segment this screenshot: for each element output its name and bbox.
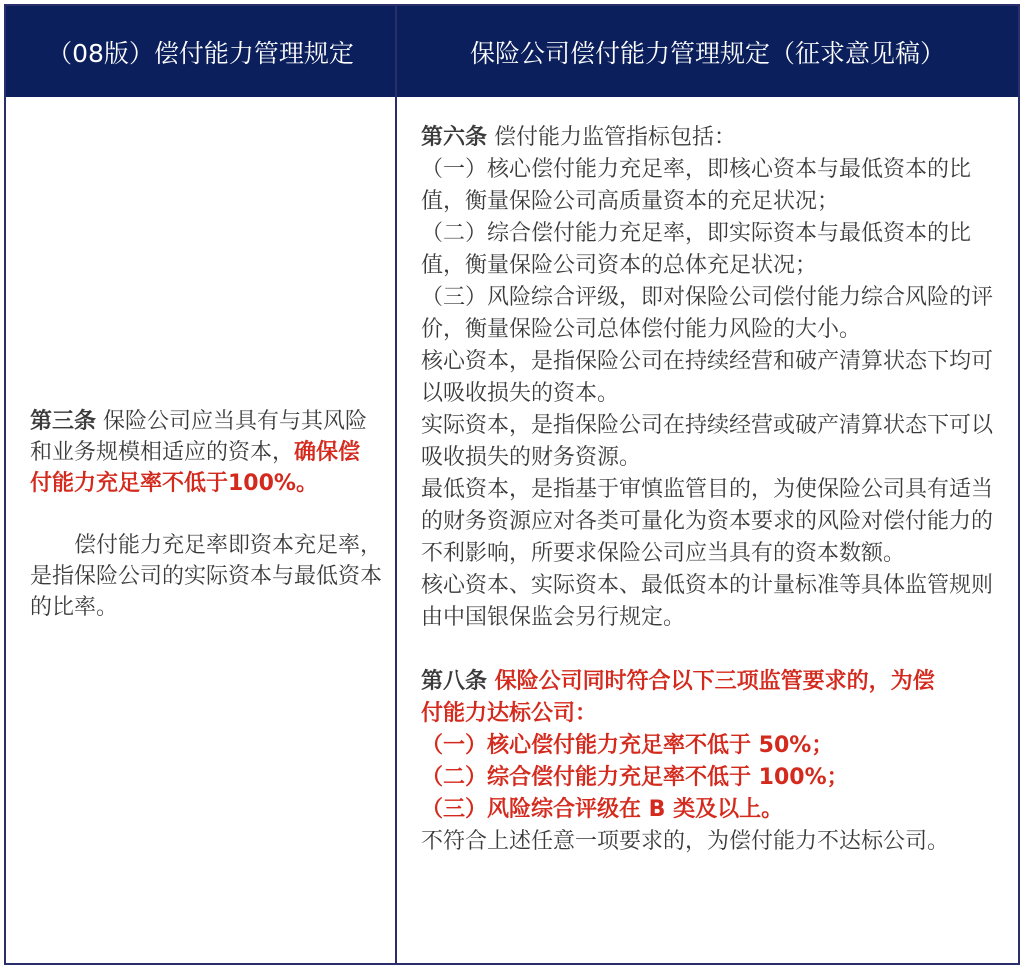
left-column-content <box>30 406 382 623</box>
header-left-title: （08版）偿付能力管理规定 <box>47 38 354 68</box>
article-8-label: 第八条 <box>421 669 488 694</box>
article-6-label: 第六条 <box>421 125 488 150</box>
article-8-item: （一）核心偿付能力充足率不低于 50%； <box>421 733 834 758</box>
article-6-intro <box>421 122 1013 154</box>
article-8-item: （三）风险综合评级在 B 类及以上。 <box>421 797 784 822</box>
article-6-item: （一）核心偿付能力充足率，即核心资本与最低资本的比值，衡量保险公司高质量资本的充足状况； <box>421 157 972 214</box>
solvency-definition: 偿付能力充足率即资本充足率，是指保险公司的实际资本与最低资本的比率。 <box>30 533 383 620</box>
article-6-intro-text: 偿付能力监管指标包括： <box>487 125 737 150</box>
table-header <box>6 6 1018 97</box>
article-3 <box>30 406 382 499</box>
article-3-text: 保险公司应当具有与其风险和业务规模相适应的资本， <box>30 409 368 465</box>
article-6-item: （二）综合偿付能力充足率，即实际资本与最低资本的比值，衡量保险公司资本的总体充足状况； <box>421 221 972 278</box>
right-column-content <box>421 122 1013 858</box>
comparison-table <box>4 4 1020 965</box>
article-3-label: 第三条 <box>30 409 97 434</box>
definition-paragraph: 核心资本，是指保险公司在持续经营和破产清算状态下均可以吸收损失的资本。 <box>421 349 994 406</box>
definition-paragraph: 核心资本、实际资本、最低资本的计量标准等具体监管规则由中国银保监会另行规定。 <box>421 573 994 630</box>
definition-paragraph: 最低资本，是指基于审慎监管目的，为使保险公司具有适当的财务资源应对各类可量化为资本要求的风险对偿付能力的不利影响，所要求保险公司应当具有的资本数额。 <box>421 477 994 566</box>
article-8-intro <box>421 666 941 730</box>
article-8-tail: 不符合上述任意一项要求的，为偿付能力不达标公司。 <box>421 829 950 854</box>
column-divider <box>395 6 397 963</box>
definition-paragraph: 实际资本，是指保险公司在持续经营或破产清算状态下可以吸收损失的财务资源。 <box>421 413 994 470</box>
article-3-highlight: 确保偿付能力充足率不低于100%。 <box>30 440 361 496</box>
article-8-item: （二）综合偿付能力充足率不低于 100%； <box>421 765 849 790</box>
article-8-highlight: 保险公司同时符合以下三项监管要求的，为偿付能力达标公司： <box>421 669 935 726</box>
header-right-title: 保险公司偿付能力管理规定（征求意见稿） <box>469 38 945 68</box>
article-6-item: （三）风险综合评级，即对保险公司偿付能力综合风险的评价，衡量保险公司总体偿付能力风险的大小。 <box>421 285 994 342</box>
